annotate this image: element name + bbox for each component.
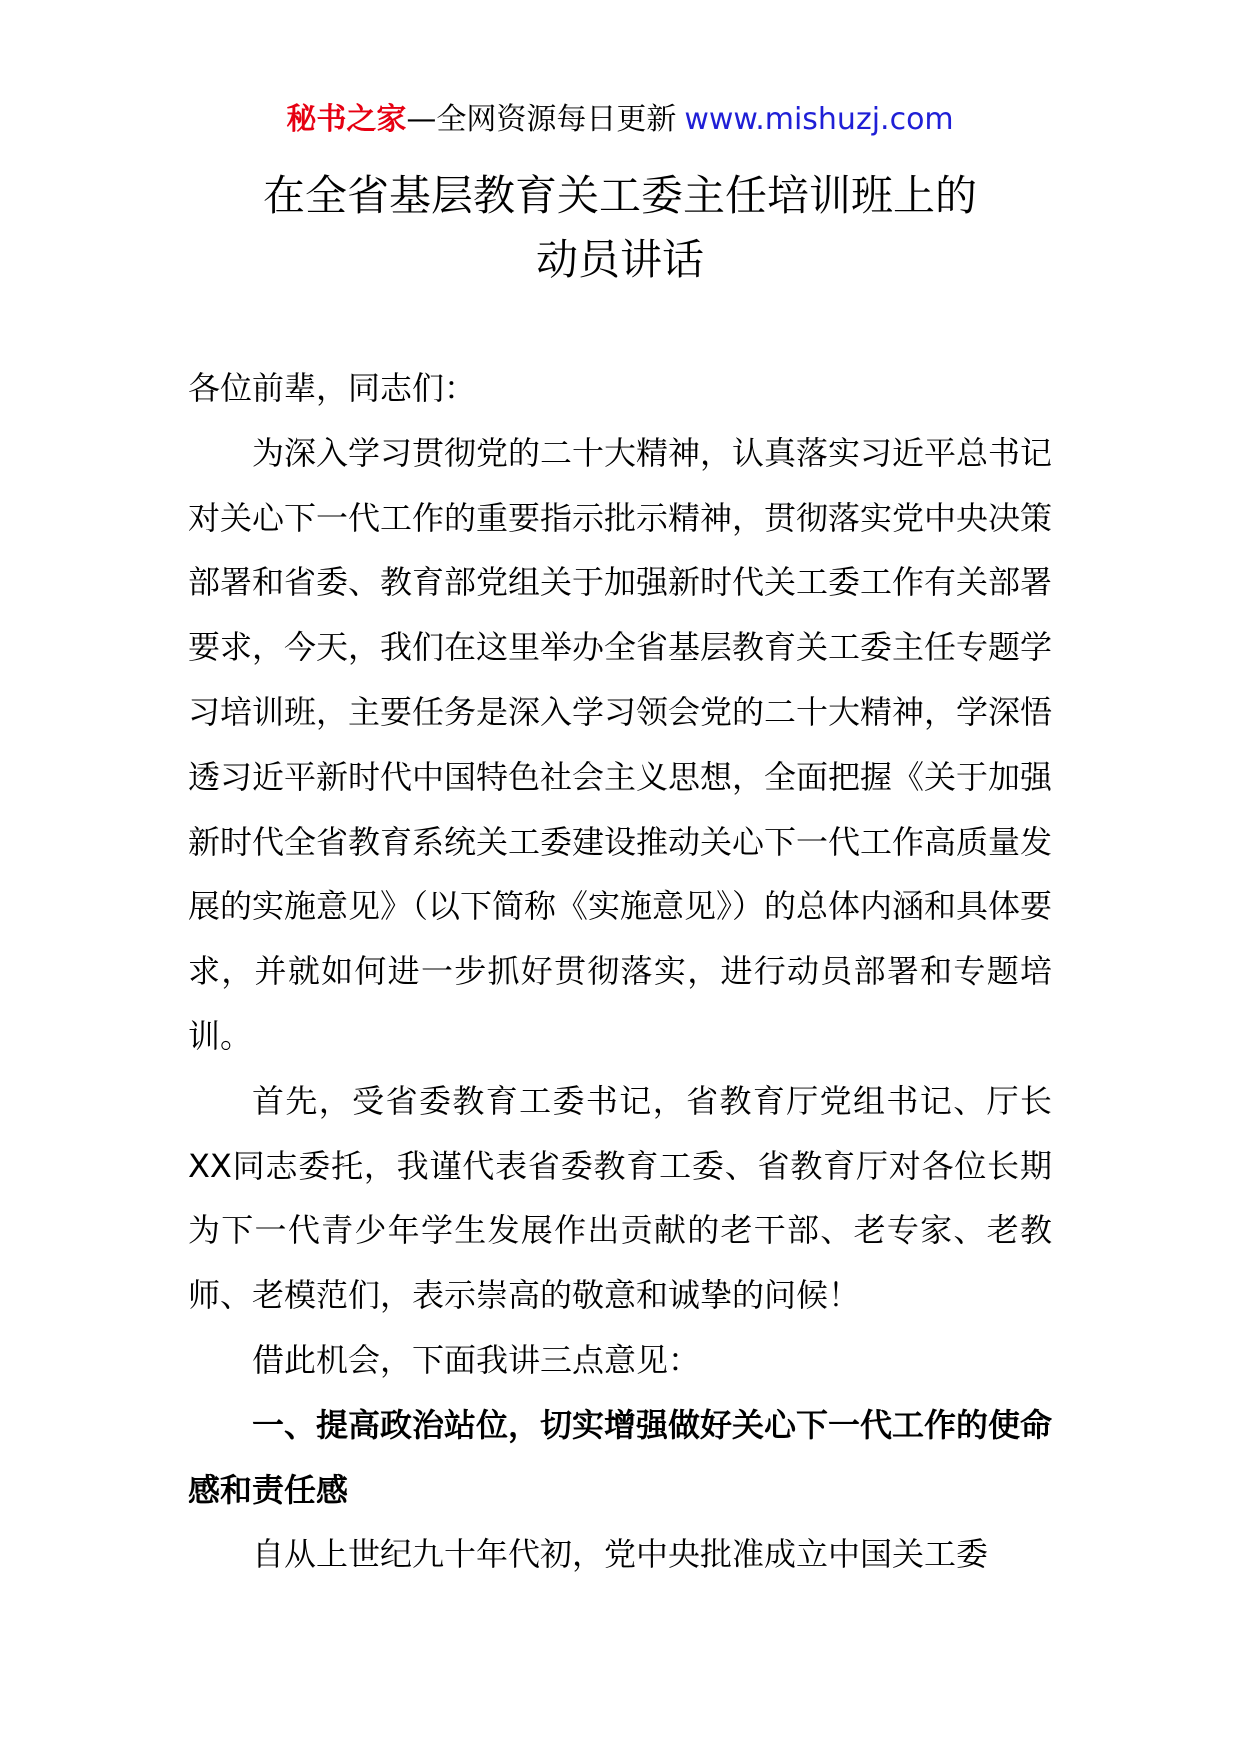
document-body (188, 356, 1052, 1587)
title-line-2: 动员讲话 (535, 235, 704, 284)
brand-name: 秘书之家 (286, 102, 407, 137)
paragraph-section-1-start: 自从上世纪九十年代初，党中央批准成立中国关工委 (252, 1535, 989, 1574)
site-url-link[interactable]: www.mishuzj.com (684, 102, 954, 137)
paragraph-transition: 借此机会，下面我讲三点意见： (252, 1340, 701, 1379)
section-heading-1: 一、提高政治站位，切实增强做好关心下一代工作的使命感和责任感 (188, 1405, 1053, 1509)
document-title (0, 164, 1240, 292)
salutation: 各位前辈，同志们： (188, 369, 477, 407)
title-line-1: 在全省基层教育关工委主任培训班上的 (262, 171, 977, 220)
paragraph-greeting: 首先，受省委教育工委书记，省教育厅党组书记、厅长XX同志委托，我谨代表省委教育工委、省教育厅对各位长期为下一代青少年学生发展作出贡献的老干部、老专家、老教师、老模范们，表示崇高的敬意和诚挚的问候！ (188, 1081, 1052, 1315)
site-tagline: —全网资源每日更新 (406, 102, 677, 137)
site-header (0, 100, 1240, 140)
paragraph-intro: 为深入学习贯彻党的二十大精神，认真落实习近平总书记对关心下一代工作的重要指示批示精神，贯彻落实党中央决策部署和省委、教育部党组关于加强新时代关工委工作有关部署要求，今天，我们在这里举办全省基层教育关工委主任专题学习培训班，主要任务是深入学习领会党的二十大精神，学深悟透习近平新时代中国特色社会主义思想，全面把握《关于加强新时代全省教育系统关工委建设推动关心下一代工作高质量发展的实施意见》（以下简称《实施意见》）的总体内涵和具体要求，并就如何进一步抓好贯彻落实，进行动员部署和专题培训。 (188, 433, 1053, 1055)
